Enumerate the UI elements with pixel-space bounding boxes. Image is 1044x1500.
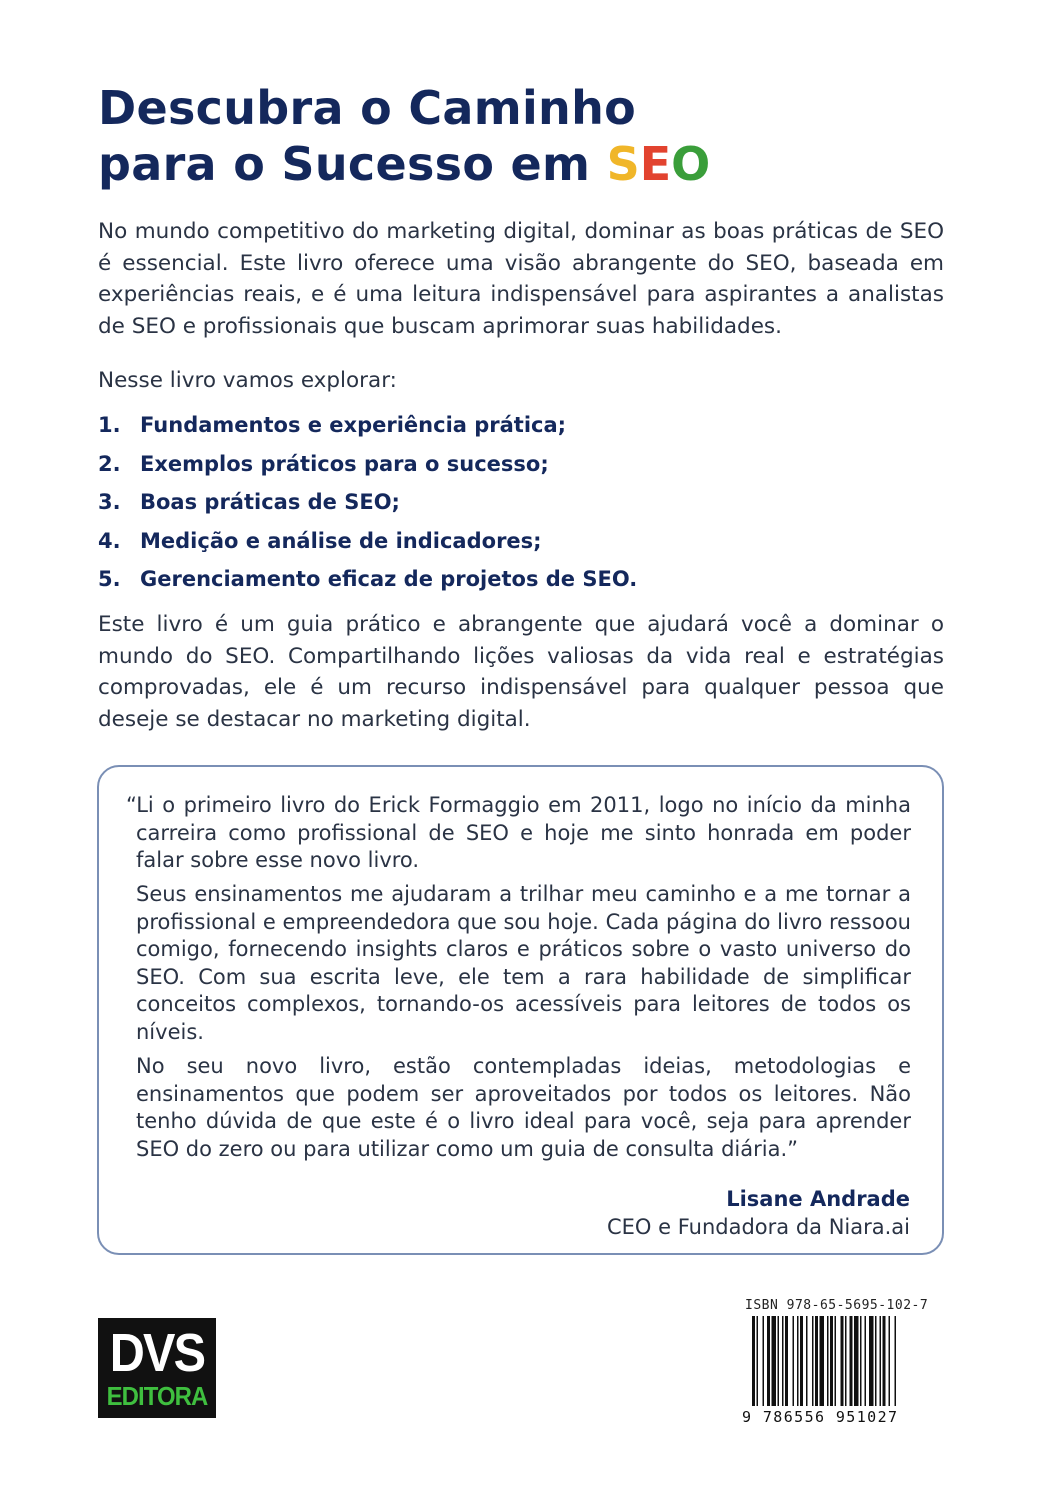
list-item-number: 1. — [98, 413, 121, 437]
barcode-icon — [752, 1316, 942, 1408]
list-item-number: 2. — [98, 451, 121, 476]
barcode-bar — [778, 1316, 780, 1406]
title-line-2-prefix: para o Sucesso em — [98, 137, 607, 191]
barcode-bar — [800, 1316, 803, 1406]
isbn-label: ISBN 978-65-5695-102-7 — [745, 1298, 929, 1313]
barcode-bar — [827, 1316, 829, 1406]
barcode-bar — [815, 1316, 818, 1406]
barcode-bar — [782, 1316, 784, 1406]
title-line-2 — [98, 136, 958, 192]
barcode-bar — [895, 1316, 897, 1406]
testimonial-author: Lisane Andrade — [726, 1187, 910, 1211]
list-item — [98, 485, 944, 524]
barcode-bar — [880, 1316, 882, 1406]
barcode-bar — [845, 1316, 847, 1406]
list-item — [98, 562, 944, 601]
publisher-logo — [98, 1318, 216, 1418]
barcode-bar — [772, 1316, 777, 1406]
barcode-bar — [869, 1316, 874, 1406]
barcode-bar — [865, 1316, 867, 1406]
topic-list — [98, 408, 944, 601]
list-item-number: 5. — [98, 567, 121, 591]
testimonial-paragraph-3: No seu novo livro, estão contempladas ideias, metodologias e ensinamentos que podem ser aproveitados por todos os leitores. Não tenho dúvida de que este é o livro ideal para você, seja para aprender SEO do zero ou para utilizar como um guia de consulta diária.” — [136, 1054, 911, 1161]
list-item-text: Fundamentos e experiência prática; — [140, 413, 567, 437]
intro-paragraph: No mundo competitivo do marketing digital, dominar as boas práticas de SEO é essencial. Este livro oferece uma visão abrangente do SEO, baseada em experiências reais, e é uma leitura indispensável para aspirantes a analistas de SEO e profissionais que buscam aprimorar suas habilidades. — [98, 219, 944, 340]
barcode-bar — [889, 1316, 891, 1406]
barcode-bar — [785, 1316, 788, 1406]
list-item — [98, 408, 944, 447]
seo-letter-o: O — [671, 137, 711, 191]
list-item-number: 4. — [98, 528, 121, 553]
testimonial-paragraph-1: “Li o primeiro livro do Erick Formaggio em 2011, logo no início da minha carreira como profissional de SEO e hoje me sinto honrada em poder falar sobre esse novo livro. — [126, 793, 911, 873]
testimonial-paragraph-2: Seus ensinamentos me ajudaram a trilhar meu caminho e a me tornar a profissional e empreendedora que sou hoje. Cada página do livro ressoou comigo, fornecendo insights claros e práticos sobre o vasto universo do SEO. Com sua escrita leve, ele tem a rara habilidade de simplificar conceitos complexos, tornando-os acessíveis para leitores de todos os níveis. — [136, 882, 911, 1044]
barcode-bar — [806, 1316, 808, 1406]
barcode-bar — [812, 1316, 814, 1406]
barcode-digits: 9 786556 951027 — [742, 1408, 899, 1426]
barcode-bar — [854, 1316, 859, 1406]
barcode-bar — [793, 1316, 795, 1406]
barcode-bar — [797, 1316, 799, 1406]
barcode-bar — [752, 1316, 755, 1406]
closing-paragraph: Este livro é um guia prático e abrangente que ajudará você a dominar o mundo do SEO. Compartilhando lições valiosas da vida real e estratégias comprovadas, ele é um recurso indispensável para qualquer pessoa que deseje se destacar no marketing digital. — [98, 612, 944, 733]
seo-letter-e: E — [639, 137, 672, 191]
list-item-text: Boas práticas de SEO; — [140, 490, 400, 514]
barcode-bar — [830, 1316, 833, 1406]
seo-word — [607, 137, 711, 191]
barcode-bar — [835, 1316, 837, 1406]
barcode-bar — [763, 1316, 765, 1406]
barcode-bar — [883, 1316, 886, 1406]
list-item-number: 3. — [98, 490, 121, 514]
page-title — [98, 80, 958, 192]
barcode-bar — [767, 1316, 770, 1406]
barcode-bar — [820, 1316, 825, 1406]
barcode-bar — [850, 1316, 853, 1406]
list-item-text: Exemplos práticos para o sucesso; — [140, 451, 549, 476]
testimonial-author-role: CEO e Fundadora da Niara.ai — [606, 1215, 910, 1239]
list-item — [98, 447, 944, 486]
barcode-bar — [875, 1316, 877, 1406]
seo-letter-s: S — [606, 137, 640, 191]
publisher-logo-dvs: DVS — [109, 1323, 205, 1383]
list-item-text: Medição e análise de indicadores; — [140, 528, 542, 553]
publisher-logo-editora: EDITORA — [106, 1381, 208, 1411]
title-line-1: Descubra o Caminho — [98, 81, 637, 135]
barcode-bar — [841, 1316, 844, 1406]
list-item — [98, 524, 944, 563]
barcode-bar — [757, 1316, 759, 1406]
barcode-bar — [860, 1316, 862, 1406]
list-intro: Nesse livro vamos explorar: — [98, 368, 397, 393]
list-item-text: Gerenciamento eficaz de projetos de SEO. — [140, 567, 638, 591]
